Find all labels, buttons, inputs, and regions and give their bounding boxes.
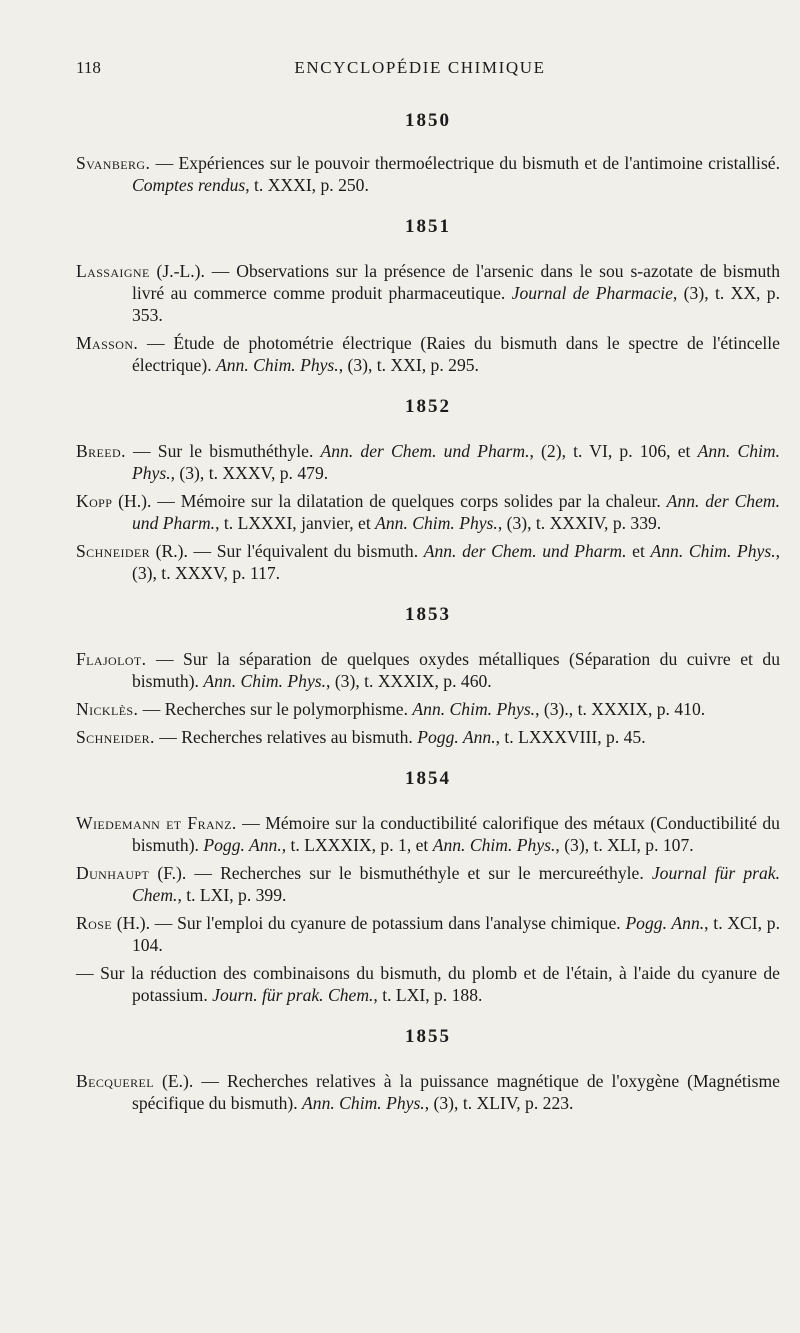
journal-title: Ann. Chim. Phys. [375, 513, 498, 533]
bibliography-entry: — Sur la réduction des combinaisons du bismuth, du plomb et de l'étain, à l'aide du cyanure de potassium. Journ. für prak. Chem., t. LXI, p. 188. [76, 963, 780, 1005]
journal-title: Pogg. Ann. [417, 727, 496, 747]
bibliography-entry: Svanberg. — Expériences sur le pouvoir thermoélectrique du bismuth et de l'antimoine cristallisé. Comptes rendus, t. XXXI, p. 250. [76, 153, 780, 195]
bibliography-entry: Nicklès. — Recherches sur le polymorphisme. Ann. Chim. Phys., (3)., t. XXXIX, p. 410. [76, 699, 706, 719]
journal-title: Ann. der Chem. und Pharm. [423, 541, 627, 561]
year-heading: 1850 [405, 110, 451, 131]
author-name: Rose [76, 913, 113, 933]
year-heading: 1855 [405, 1026, 451, 1047]
bibliography-entry: Wiedemann et Franz. — Mémoire sur la conductibilité calorifique des métaux (Conductibilité du bismuth). Pogg. Ann., t. LXXXIX, p. 1, et Ann. Chim. Phys., (3), t. XLI, p. 107. [76, 813, 780, 855]
author-name: Schneider [76, 541, 151, 561]
journal-title: Journal für prak. Chem. [132, 863, 780, 905]
journal-title: Ann. Chim. Phys. [216, 355, 339, 375]
author-name: Nicklès. [76, 699, 139, 719]
journal-title: Journ. für prak. Chem. [212, 985, 374, 1005]
author-name: Dunhaupt [76, 863, 150, 883]
journal-title: Comptes rendus [132, 175, 246, 195]
bibliography-entry: Schneider. — Recherches relatives au bismuth. Pogg. Ann., t. LXXXVIII, p. 45. [76, 727, 646, 747]
author-name: Lassaigne [76, 261, 150, 281]
year-heading: 1851 [405, 216, 451, 237]
bibliography-entry: Becquerel (E.). — Recherches relatives à la puissance magnétique de l'oxygène (Magnétisme spécifique du bismuth). Ann. Chim. Phys., (3), t. XLIV, p. 223. [76, 1071, 780, 1113]
bibliography-entry: Dunhaupt (F.). — Recherches sur le bismuthéthyle et sur le mercureéthyle. Journal für prak. Chem., t. LXI, p. 399. [76, 863, 780, 905]
year-heading: 1853 [405, 604, 451, 625]
journal-title: Journal de Pharmacie [511, 283, 673, 303]
journal-title: Ann. der Chem. und Pharm. [320, 441, 530, 461]
bibliography-entry: Kopp (H.). — Mémoire sur la dilatation de quelques corps solides par la chaleur. Ann. der Chem. und Pharm., t. LXXXI, janvier, et Ann. Chim. Phys., (3), t. XXXIV, p. 339. [76, 491, 781, 533]
year-heading: 1854 [405, 768, 451, 789]
bibliography-body [76, 110, 780, 1120]
bibliography-entry: Schneider (R.). — Sur l'équivalent du bismuth. Ann. der Chem. und Pharm. et Ann. Chim. Phys., (3), t. XXXV, p. 117. [76, 541, 780, 583]
journal-title: Ann. Chim. Phys. [132, 441, 781, 483]
running-title: ENCYCLOPÉDIE CHIMIQUE [294, 58, 546, 77]
author-name: Becquerel [76, 1071, 154, 1091]
journal-title: Ann. Chim. Phys. [203, 671, 327, 691]
author-name: Kopp [76, 491, 113, 511]
journal-title: Ann. Chim. Phys. [650, 541, 776, 561]
bibliography-entry: Masson. — Étude de photométrie électrique (Raies du bismuth dans le spectre de l'étincelle électrique). Ann. Chim. Phys., (3), t. XXI, p. 295. [76, 333, 780, 375]
bibliography-entry: Breed. — Sur le bismuthéthyle. Ann. der Chem. und Pharm., (2), t. VI, p. 106, et Ann. Chim. Phys., (3), t. XXXV, p. 479. [76, 441, 781, 483]
page-number: 118 [76, 58, 101, 77]
author-name: Masson. [76, 333, 139, 353]
bibliography-entry: Rose (H.). — Sur l'emploi du cyanure de potassium dans l'analyse chimique. Pogg. Ann., t. XCI, p. 104. [76, 913, 781, 955]
journal-title: Ann. der Chem. und Pharm. [132, 491, 781, 533]
author-name: Svanberg. [76, 153, 151, 173]
author-name: Breed. [76, 441, 126, 461]
author-name: Wiedemann et Franz. [76, 813, 237, 833]
bibliography-entry: Flajolot. — Sur la séparation de quelques oxydes métalliques (Séparation du cuivre et du bismuth). Ann. Chim. Phys., (3), t. XXXIX, p. 460. [76, 649, 780, 691]
author-name: Schneider. [76, 727, 155, 747]
journal-title: Pogg. Ann. [625, 913, 705, 933]
journal-title: Ann. Chim. Phys. [302, 1093, 425, 1113]
journal-title: Ann. Chim. Phys. [432, 835, 556, 855]
journal-title: Ann. Chim. Phys. [412, 699, 536, 719]
journal-title: Pogg. Ann. [203, 835, 282, 855]
year-heading: 1852 [405, 396, 451, 417]
page-header [76, 58, 764, 82]
author-name: Flajolot. [76, 649, 147, 669]
bibliography-entry: Lassaigne (J.-L.). — Observations sur la présence de l'arsenic dans le sou s-azotate de bismuth livré au commerce comme produit pharmaceutique. Journal de Pharmacie, (3), t. XX, p. 353. [76, 261, 780, 325]
